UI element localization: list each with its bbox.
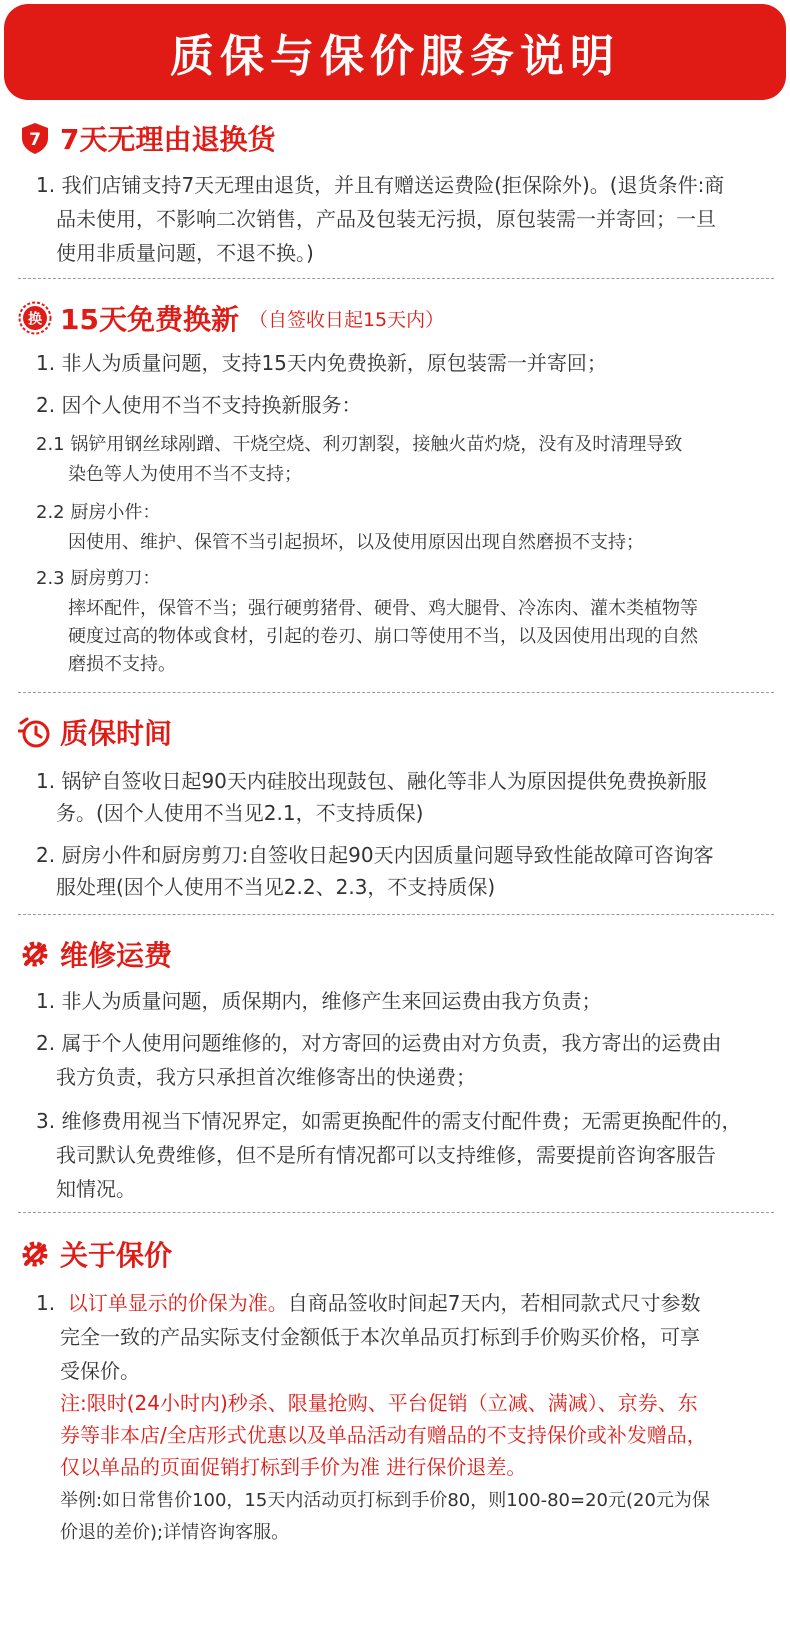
section-repair-shipping-header (18, 934, 172, 974)
section-title: 7天无理由退换货 (60, 123, 276, 156)
section-title: 维修运费 (60, 939, 173, 972)
note-line: 注:限时(24小时内)秒杀、限量抢购、平台促销（立减、满减）、京券、东 (60, 1391, 698, 1415)
text-line: 1. 锅铲自签收日起90天内硅胶出现鼓包、融化等非人为原因提供免费换新服 (36, 769, 707, 793)
text-line: 2. 因个人使用不当不支持换新服务： (36, 393, 362, 417)
text-line: 2.1 锅铲用钢丝球剐蹭、干烧空烧、利刃割裂，接触火苗灼烧，没有及时清理导致 (36, 434, 683, 455)
text-line: 摔坏配件，保管不当；强行硬剪猪骨、硬骨、鸡大腿骨、冷冻肉、灌木类植物等 (68, 598, 698, 619)
page-banner (4, 4, 786, 100)
text-line: 因使用、维护、保管不当引起损坏，以及使用原因出现自然磨损不支持； (68, 532, 644, 553)
text-line: 完全一致的产品实际支付金额低于本次单品页打标到手价购买价格，可享 (60, 1325, 700, 1349)
text-line: 1. 我们店铺支持7天无理由退货，并且有赠送运费险(拒保除外)。(退货条件:商 (36, 173, 725, 197)
divider (18, 914, 774, 915)
text-line (36, 1286, 701, 1320)
exchange-seal-label: 换 (28, 311, 42, 328)
stopwatch-icon (18, 715, 52, 749)
section-title: 质保时间 (60, 717, 173, 750)
section-title: 15天免费换新 (60, 303, 239, 336)
text-line: 务。(因个人使用不当见2.1，不支持质保) (56, 801, 424, 825)
text-line: 品未使用，不影响二次销售，产品及包装无污损，原包装需一并寄回；一旦 (56, 207, 716, 231)
text-line: 服处理(因个人使用不当见2.2、2.3，不支持质保) (56, 875, 496, 899)
page-title: 质保与保价服务说明 (170, 31, 620, 82)
exchange-seal-icon (18, 301, 52, 335)
section-warranty-period-header (18, 712, 172, 752)
section-price-protection-header (18, 1234, 172, 1274)
text-line: 1. 非人为质量问题，支持15天内免费换新，原包装需一并寄回； (36, 351, 607, 375)
section-title: 关于保价 (60, 1239, 173, 1272)
gear-wrench-icon (18, 937, 52, 971)
divider (18, 1212, 774, 1213)
section-subtitle: （自签收日起15天内） (248, 308, 445, 331)
example-line: 举例:如日常售价100，15天内活动页打标到手价80，则100-80=20元(20元为保 (60, 1490, 710, 1511)
red-highlight: 以订单显示的价保为准。 (67, 1291, 288, 1315)
note-line: 仅以单品的页面促销打标到手价为准 进行保价退差。 (60, 1455, 527, 1479)
list-number: 1. (36, 1291, 68, 1315)
text-line: 2.2 厨房小件： (36, 502, 161, 523)
text-line: 使用非质量问题，不退不换。) (56, 241, 314, 265)
text-line: 受保价。 (60, 1359, 140, 1383)
divider (18, 278, 774, 279)
text-line: 硬度过高的物体或食材，引起的卷刃、崩口等使用不当，以及因使用出现的自然 (68, 626, 698, 647)
text-line: 磨损不支持。 (68, 654, 176, 675)
note-line: 券等非本店/全店形式优惠以及单品活动有赠品的不支持保价或补发赠品， (60, 1423, 707, 1447)
text-line: 我司默认免费维修，但不是所有情况都可以支持维修，需要提前咨询客服告 (56, 1143, 716, 1167)
text-line: 2. 厨房小件和厨房剪刀:自签收日起90天内因质量问题导致性能故障可咨询客 (36, 843, 714, 867)
section-7day-return-header (18, 118, 275, 158)
text-line: 我方负责，我方只承担首次维修寄出的快递费； (56, 1065, 476, 1089)
section-15day-exchange-header (18, 298, 444, 338)
text-run: 自商品签收时间起7天内，若相同款式尺寸参数 (287, 1291, 701, 1315)
text-line: 3. 维修费用视当下情况界定，如需更换配件的需支付配件费；无需更换配件的， (36, 1109, 742, 1133)
shield-7-icon (18, 121, 52, 155)
text-line: 2.3 厨房剪刀： (36, 568, 161, 589)
text-line: 染色等人为使用不当不支持； (68, 464, 302, 485)
shield-7-label: 7 (29, 130, 41, 150)
text-line: 知情况。 (56, 1177, 136, 1201)
divider (18, 692, 774, 693)
gear-wrench-icon (18, 1237, 52, 1271)
text-line: 1. 非人为质量问题，质保期内，维修产生来回运费由我方负责； (36, 989, 602, 1013)
text-line: 2. 属于个人使用问题维修的，对方寄回的运费由对方负责，我方寄出的运费由 (36, 1031, 722, 1055)
example-line: 价退的差价);详情咨询客服。 (60, 1522, 290, 1543)
